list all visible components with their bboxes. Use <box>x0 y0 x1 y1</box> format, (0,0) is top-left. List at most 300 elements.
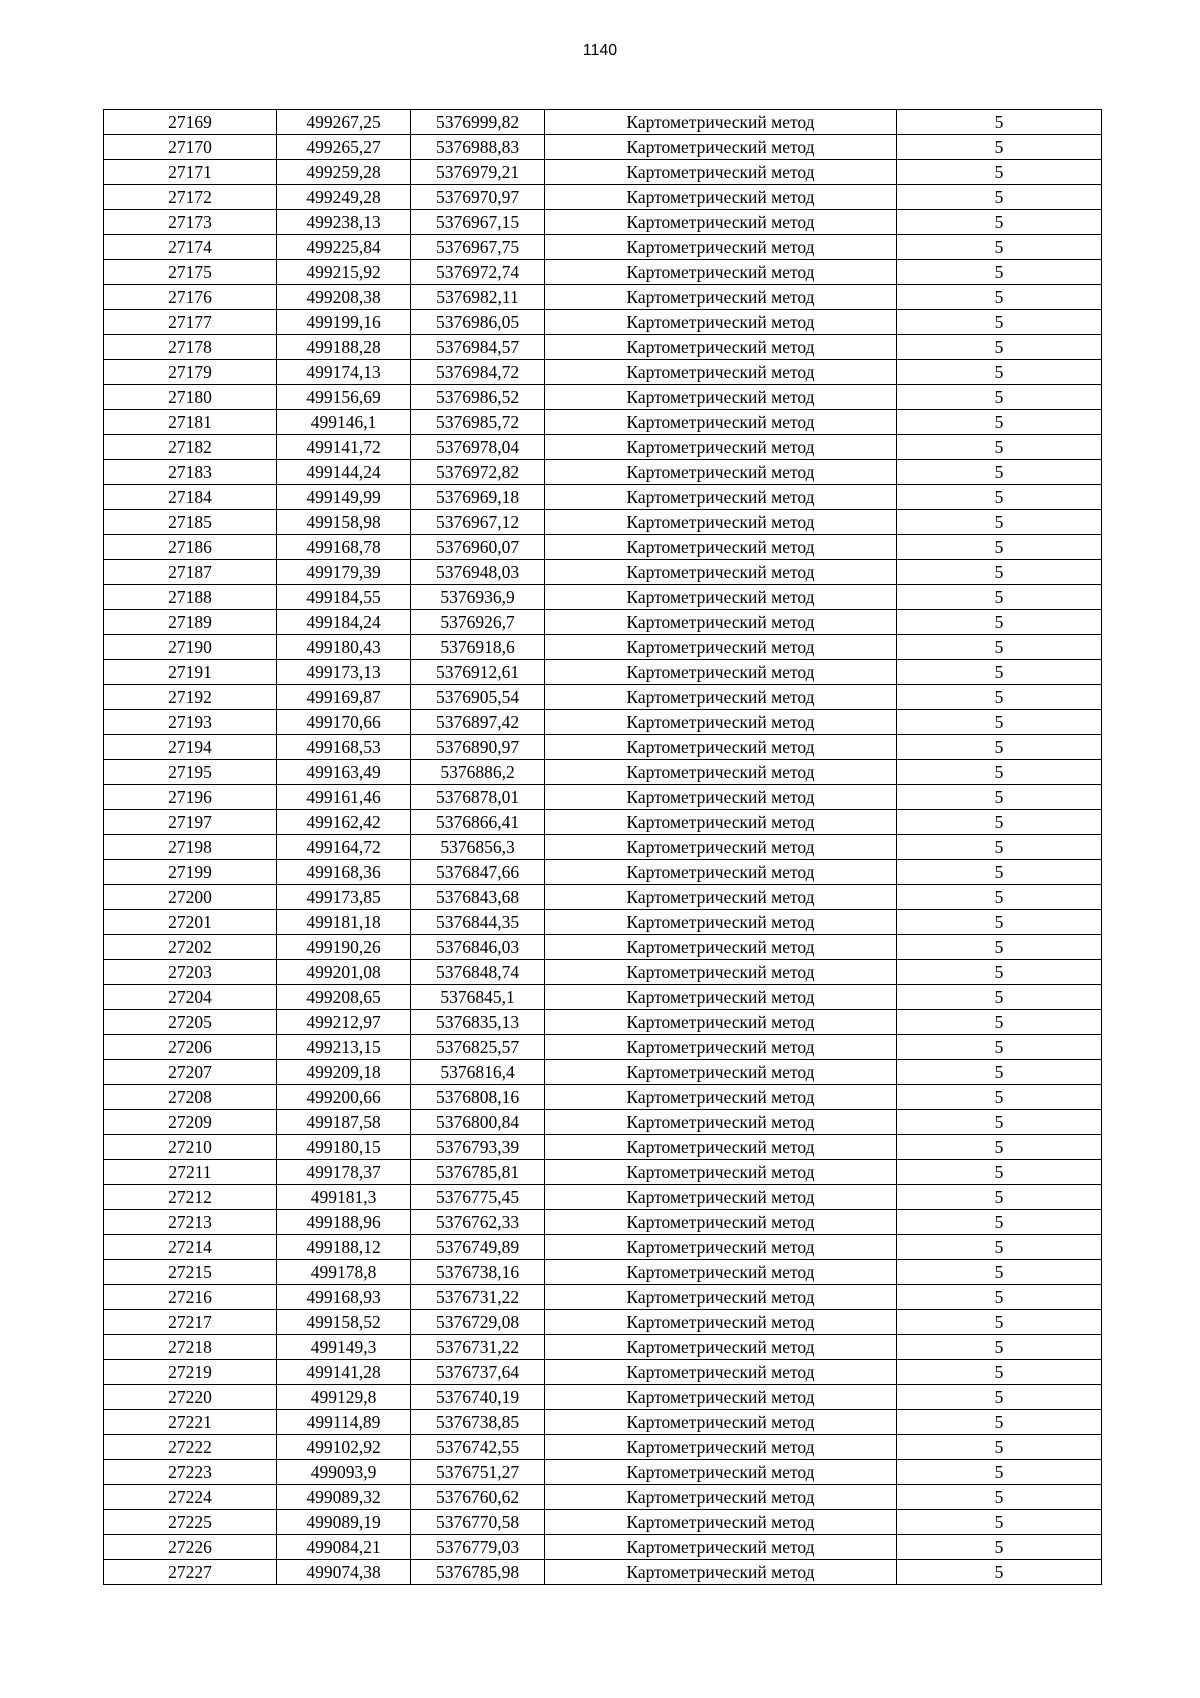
y-coordinate-cell: 5376843,68 <box>411 885 545 910</box>
table-row <box>104 1135 1102 1160</box>
table-row <box>104 835 1102 860</box>
y-coordinate-cell: 5376886,2 <box>411 760 545 785</box>
table-row <box>104 1310 1102 1335</box>
accuracy-cell: 5 <box>897 1010 1102 1035</box>
point-number-cell: 27222 <box>104 1435 277 1460</box>
method-cell: Картометрический метод <box>545 785 897 810</box>
table-row <box>104 735 1102 760</box>
x-coordinate-cell: 499149,99 <box>277 485 411 510</box>
x-coordinate-cell: 499208,65 <box>277 985 411 1010</box>
point-number-cell: 27173 <box>104 210 277 235</box>
method-cell: Картометрический метод <box>545 510 897 535</box>
method-cell: Картометрический метод <box>545 1210 897 1235</box>
method-cell: Картометрический метод <box>545 110 897 135</box>
point-number-cell: 27197 <box>104 810 277 835</box>
table-row <box>104 1335 1102 1360</box>
accuracy-cell: 5 <box>897 910 1102 935</box>
accuracy-cell: 5 <box>897 710 1102 735</box>
method-cell: Картометрический метод <box>545 760 897 785</box>
y-coordinate-cell: 5376793,39 <box>411 1135 545 1160</box>
accuracy-cell: 5 <box>897 735 1102 760</box>
x-coordinate-cell: 499209,18 <box>277 1060 411 1085</box>
method-cell: Картометрический метод <box>545 960 897 985</box>
x-coordinate-cell: 499156,69 <box>277 385 411 410</box>
point-number-cell: 27211 <box>104 1160 277 1185</box>
x-coordinate-cell: 499141,28 <box>277 1360 411 1385</box>
point-number-cell: 27188 <box>104 585 277 610</box>
y-coordinate-cell: 5376740,19 <box>411 1385 545 1410</box>
table-row <box>104 110 1102 135</box>
accuracy-cell: 5 <box>897 1260 1102 1285</box>
accuracy-cell: 5 <box>897 285 1102 310</box>
y-coordinate-cell: 5376999,82 <box>411 110 545 135</box>
accuracy-cell: 5 <box>897 1385 1102 1410</box>
y-coordinate-cell: 5376779,03 <box>411 1535 545 1560</box>
point-number-cell: 27183 <box>104 460 277 485</box>
table-row <box>104 585 1102 610</box>
accuracy-cell: 5 <box>897 1510 1102 1535</box>
method-cell: Картометрический метод <box>545 1460 897 1485</box>
table-row <box>104 1285 1102 1310</box>
table-row <box>104 485 1102 510</box>
y-coordinate-cell: 5376967,75 <box>411 235 545 260</box>
accuracy-cell: 5 <box>897 835 1102 860</box>
y-coordinate-cell: 5376984,72 <box>411 360 545 385</box>
point-number-cell: 27212 <box>104 1185 277 1210</box>
point-number-cell: 27185 <box>104 510 277 535</box>
x-coordinate-cell: 499158,98 <box>277 510 411 535</box>
y-coordinate-cell: 5376969,18 <box>411 485 545 510</box>
method-cell: Картометрический метод <box>545 460 897 485</box>
y-coordinate-cell: 5376816,4 <box>411 1060 545 1085</box>
y-coordinate-cell: 5376856,3 <box>411 835 545 860</box>
x-coordinate-cell: 499181,18 <box>277 910 411 935</box>
point-number-cell: 27199 <box>104 860 277 885</box>
accuracy-cell: 5 <box>897 1335 1102 1360</box>
method-cell: Картометрический метод <box>545 660 897 685</box>
accuracy-cell: 5 <box>897 510 1102 535</box>
accuracy-cell: 5 <box>897 1435 1102 1460</box>
coordinates-table <box>103 109 1102 1585</box>
y-coordinate-cell: 5376967,15 <box>411 210 545 235</box>
accuracy-cell: 5 <box>897 210 1102 235</box>
accuracy-cell: 5 <box>897 885 1102 910</box>
accuracy-cell: 5 <box>897 935 1102 960</box>
table-row <box>104 1510 1102 1535</box>
point-number-cell: 27227 <box>104 1560 277 1585</box>
point-number-cell: 27171 <box>104 160 277 185</box>
point-number-cell: 27205 <box>104 1010 277 1035</box>
method-cell: Картометрический метод <box>545 1110 897 1135</box>
table-row <box>104 435 1102 460</box>
point-number-cell: 27215 <box>104 1260 277 1285</box>
method-cell: Картометрический метод <box>545 285 897 310</box>
table-row <box>104 1410 1102 1435</box>
x-coordinate-cell: 499213,15 <box>277 1035 411 1060</box>
point-number-cell: 27196 <box>104 785 277 810</box>
accuracy-cell: 5 <box>897 1360 1102 1385</box>
method-cell: Картометрический метод <box>545 1185 897 1210</box>
accuracy-cell: 5 <box>897 1185 1102 1210</box>
point-number-cell: 27207 <box>104 1060 277 1085</box>
table-row <box>104 1010 1102 1035</box>
point-number-cell: 27210 <box>104 1135 277 1160</box>
method-cell: Картометрический метод <box>545 160 897 185</box>
y-coordinate-cell: 5376800,84 <box>411 1110 545 1135</box>
accuracy-cell: 5 <box>897 1135 1102 1160</box>
x-coordinate-cell: 499074,38 <box>277 1560 411 1585</box>
point-number-cell: 27203 <box>104 960 277 985</box>
x-coordinate-cell: 499089,19 <box>277 1510 411 1535</box>
method-cell: Картометрический метод <box>545 1485 897 1510</box>
x-coordinate-cell: 499163,49 <box>277 760 411 785</box>
x-coordinate-cell: 499146,1 <box>277 410 411 435</box>
accuracy-cell: 5 <box>897 660 1102 685</box>
point-number-cell: 27219 <box>104 1360 277 1385</box>
method-cell: Картометрический метод <box>545 1410 897 1435</box>
method-cell: Картометрический метод <box>545 1435 897 1460</box>
x-coordinate-cell: 499215,92 <box>277 260 411 285</box>
table-row <box>104 335 1102 360</box>
point-number-cell: 27223 <box>104 1460 277 1485</box>
x-coordinate-cell: 499149,3 <box>277 1335 411 1360</box>
point-number-cell: 27175 <box>104 260 277 285</box>
method-cell: Картометрический метод <box>545 235 897 260</box>
x-coordinate-cell: 499170,66 <box>277 710 411 735</box>
method-cell: Картометрический метод <box>545 210 897 235</box>
accuracy-cell: 5 <box>897 860 1102 885</box>
y-coordinate-cell: 5376737,64 <box>411 1360 545 1385</box>
table-row <box>104 1235 1102 1260</box>
accuracy-cell: 5 <box>897 585 1102 610</box>
accuracy-cell: 5 <box>897 1310 1102 1335</box>
table-row <box>104 310 1102 335</box>
y-coordinate-cell: 5376845,1 <box>411 985 545 1010</box>
table-row <box>104 810 1102 835</box>
method-cell: Картометрический метод <box>545 1235 897 1260</box>
y-coordinate-cell: 5376729,08 <box>411 1310 545 1335</box>
accuracy-cell: 5 <box>897 1410 1102 1435</box>
x-coordinate-cell: 499174,13 <box>277 360 411 385</box>
x-coordinate-cell: 499184,55 <box>277 585 411 610</box>
x-coordinate-cell: 499188,28 <box>277 335 411 360</box>
table-row <box>104 660 1102 685</box>
table-row <box>104 760 1102 785</box>
x-coordinate-cell: 499212,97 <box>277 1010 411 1035</box>
point-number-cell: 27169 <box>104 110 277 135</box>
x-coordinate-cell: 499168,78 <box>277 535 411 560</box>
point-number-cell: 27204 <box>104 985 277 1010</box>
accuracy-cell: 5 <box>897 1235 1102 1260</box>
method-cell: Картометрический метод <box>545 185 897 210</box>
y-coordinate-cell: 5376878,01 <box>411 785 545 810</box>
accuracy-cell: 5 <box>897 560 1102 585</box>
method-cell: Картометрический метод <box>545 1535 897 1560</box>
table-row <box>104 410 1102 435</box>
table-row <box>104 1485 1102 1510</box>
table-row <box>104 635 1102 660</box>
accuracy-cell: 5 <box>897 635 1102 660</box>
point-number-cell: 27184 <box>104 485 277 510</box>
point-number-cell: 27181 <box>104 410 277 435</box>
point-number-cell: 27192 <box>104 685 277 710</box>
point-number-cell: 27178 <box>104 335 277 360</box>
table-row <box>104 1060 1102 1085</box>
method-cell: Картометрический метод <box>545 710 897 735</box>
accuracy-cell: 5 <box>897 260 1102 285</box>
accuracy-cell: 5 <box>897 435 1102 460</box>
method-cell: Картометрический метод <box>545 1060 897 1085</box>
table-row <box>104 985 1102 1010</box>
point-number-cell: 27206 <box>104 1035 277 1060</box>
accuracy-cell: 5 <box>897 310 1102 335</box>
table-row <box>104 960 1102 985</box>
method-cell: Картометрический метод <box>545 735 897 760</box>
x-coordinate-cell: 499168,93 <box>277 1285 411 1310</box>
accuracy-cell: 5 <box>897 410 1102 435</box>
x-coordinate-cell: 499168,36 <box>277 860 411 885</box>
table-row <box>104 1435 1102 1460</box>
x-coordinate-cell: 499208,38 <box>277 285 411 310</box>
y-coordinate-cell: 5376844,35 <box>411 910 545 935</box>
point-number-cell: 27208 <box>104 1085 277 1110</box>
table-row <box>104 1560 1102 1585</box>
y-coordinate-cell: 5376785,98 <box>411 1560 545 1585</box>
method-cell: Картометрический метод <box>545 935 897 960</box>
y-coordinate-cell: 5376918,6 <box>411 635 545 660</box>
point-number-cell: 27214 <box>104 1235 277 1260</box>
x-coordinate-cell: 499180,43 <box>277 635 411 660</box>
method-cell: Картометрический метод <box>545 1385 897 1410</box>
point-number-cell: 27201 <box>104 910 277 935</box>
point-number-cell: 27189 <box>104 610 277 635</box>
y-coordinate-cell: 5376749,89 <box>411 1235 545 1260</box>
x-coordinate-cell: 499178,37 <box>277 1160 411 1185</box>
method-cell: Картометрический метод <box>545 1085 897 1110</box>
y-coordinate-cell: 5376970,97 <box>411 185 545 210</box>
table-row <box>104 560 1102 585</box>
accuracy-cell: 5 <box>897 485 1102 510</box>
table-row <box>104 1460 1102 1485</box>
table-row <box>104 910 1102 935</box>
point-number-cell: 27202 <box>104 935 277 960</box>
table-row <box>104 1260 1102 1285</box>
x-coordinate-cell: 499173,13 <box>277 660 411 685</box>
method-cell: Картометрический метод <box>545 835 897 860</box>
point-number-cell: 27225 <box>104 1510 277 1535</box>
point-number-cell: 27191 <box>104 660 277 685</box>
method-cell: Картометрический метод <box>545 1310 897 1335</box>
y-coordinate-cell: 5376960,07 <box>411 535 545 560</box>
method-cell: Картометрический метод <box>545 310 897 335</box>
y-coordinate-cell: 5376985,72 <box>411 410 545 435</box>
y-coordinate-cell: 5376835,13 <box>411 1010 545 1035</box>
accuracy-cell: 5 <box>897 135 1102 160</box>
y-coordinate-cell: 5376988,83 <box>411 135 545 160</box>
x-coordinate-cell: 499225,84 <box>277 235 411 260</box>
y-coordinate-cell: 5376848,74 <box>411 960 545 985</box>
table-row <box>104 1160 1102 1185</box>
method-cell: Картометрический метод <box>545 1135 897 1160</box>
table-row <box>104 185 1102 210</box>
table-row <box>104 1035 1102 1060</box>
point-number-cell: 27213 <box>104 1210 277 1235</box>
table-row <box>104 1360 1102 1385</box>
accuracy-cell: 5 <box>897 1035 1102 1060</box>
table-row <box>104 610 1102 635</box>
point-number-cell: 27226 <box>104 1535 277 1560</box>
accuracy-cell: 5 <box>897 185 1102 210</box>
y-coordinate-cell: 5376738,85 <box>411 1410 545 1435</box>
y-coordinate-cell: 5376751,27 <box>411 1460 545 1485</box>
y-coordinate-cell: 5376984,57 <box>411 335 545 360</box>
accuracy-cell: 5 <box>897 685 1102 710</box>
method-cell: Картометрический метод <box>545 985 897 1010</box>
y-coordinate-cell: 5376846,03 <box>411 935 545 960</box>
accuracy-cell: 5 <box>897 385 1102 410</box>
point-number-cell: 27220 <box>104 1385 277 1410</box>
accuracy-cell: 5 <box>897 1160 1102 1185</box>
method-cell: Картометрический метод <box>545 485 897 510</box>
method-cell: Картометрический метод <box>545 435 897 460</box>
y-coordinate-cell: 5376890,97 <box>411 735 545 760</box>
coordinates-table-body <box>104 110 1102 1585</box>
point-number-cell: 27218 <box>104 1335 277 1360</box>
y-coordinate-cell: 5376731,22 <box>411 1285 545 1310</box>
x-coordinate-cell: 499164,72 <box>277 835 411 860</box>
accuracy-cell: 5 <box>897 335 1102 360</box>
method-cell: Картометрический метод <box>545 335 897 360</box>
table-row <box>104 860 1102 885</box>
y-coordinate-cell: 5376978,04 <box>411 435 545 460</box>
x-coordinate-cell: 499084,21 <box>277 1535 411 1560</box>
table-row <box>104 1110 1102 1135</box>
x-coordinate-cell: 499259,28 <box>277 160 411 185</box>
y-coordinate-cell: 5376770,58 <box>411 1510 545 1535</box>
x-coordinate-cell: 499238,13 <box>277 210 411 235</box>
point-number-cell: 27170 <box>104 135 277 160</box>
x-coordinate-cell: 499188,96 <box>277 1210 411 1235</box>
x-coordinate-cell: 499187,58 <box>277 1110 411 1135</box>
point-number-cell: 27172 <box>104 185 277 210</box>
x-coordinate-cell: 499181,3 <box>277 1185 411 1210</box>
method-cell: Картометрический метод <box>545 635 897 660</box>
table-row <box>104 285 1102 310</box>
accuracy-cell: 5 <box>897 1485 1102 1510</box>
x-coordinate-cell: 499190,26 <box>277 935 411 960</box>
table-row <box>104 235 1102 260</box>
accuracy-cell: 5 <box>897 610 1102 635</box>
accuracy-cell: 5 <box>897 760 1102 785</box>
y-coordinate-cell: 5376986,05 <box>411 310 545 335</box>
y-coordinate-cell: 5376912,61 <box>411 660 545 685</box>
point-number-cell: 27195 <box>104 760 277 785</box>
y-coordinate-cell: 5376866,41 <box>411 810 545 835</box>
table-row <box>104 360 1102 385</box>
accuracy-cell: 5 <box>897 1285 1102 1310</box>
x-coordinate-cell: 499178,8 <box>277 1260 411 1285</box>
method-cell: Картометрический метод <box>545 360 897 385</box>
x-coordinate-cell: 499114,89 <box>277 1410 411 1435</box>
x-coordinate-cell: 499180,15 <box>277 1135 411 1160</box>
x-coordinate-cell: 499169,87 <box>277 685 411 710</box>
table-row <box>104 535 1102 560</box>
x-coordinate-cell: 499144,24 <box>277 460 411 485</box>
point-number-cell: 27217 <box>104 1310 277 1335</box>
y-coordinate-cell: 5376982,11 <box>411 285 545 310</box>
y-coordinate-cell: 5376760,62 <box>411 1485 545 1510</box>
table-row <box>104 1535 1102 1560</box>
y-coordinate-cell: 5376926,7 <box>411 610 545 635</box>
y-coordinate-cell: 5376785,81 <box>411 1160 545 1185</box>
point-number-cell: 27216 <box>104 1285 277 1310</box>
point-number-cell: 27194 <box>104 735 277 760</box>
accuracy-cell: 5 <box>897 1535 1102 1560</box>
y-coordinate-cell: 5376967,12 <box>411 510 545 535</box>
x-coordinate-cell: 499200,66 <box>277 1085 411 1110</box>
accuracy-cell: 5 <box>897 785 1102 810</box>
table-row <box>104 710 1102 735</box>
y-coordinate-cell: 5376936,9 <box>411 585 545 610</box>
x-coordinate-cell: 499168,53 <box>277 735 411 760</box>
y-coordinate-cell: 5376972,74 <box>411 260 545 285</box>
method-cell: Картометрический метод <box>545 1010 897 1035</box>
method-cell: Картометрический метод <box>545 910 897 935</box>
method-cell: Картометрический метод <box>545 585 897 610</box>
y-coordinate-cell: 5376762,33 <box>411 1210 545 1235</box>
x-coordinate-cell: 499199,16 <box>277 310 411 335</box>
x-coordinate-cell: 499201,08 <box>277 960 411 985</box>
accuracy-cell: 5 <box>897 810 1102 835</box>
table-row <box>104 135 1102 160</box>
x-coordinate-cell: 499184,24 <box>277 610 411 635</box>
x-coordinate-cell: 499161,46 <box>277 785 411 810</box>
table-row <box>104 1210 1102 1235</box>
table-row <box>104 885 1102 910</box>
table-row <box>104 935 1102 960</box>
x-coordinate-cell: 499249,28 <box>277 185 411 210</box>
table-row <box>104 510 1102 535</box>
x-coordinate-cell: 499267,25 <box>277 110 411 135</box>
method-cell: Картометрический метод <box>545 1335 897 1360</box>
accuracy-cell: 5 <box>897 235 1102 260</box>
method-cell: Картометрический метод <box>545 135 897 160</box>
table-row <box>104 460 1102 485</box>
table-row <box>104 1185 1102 1210</box>
method-cell: Картометрический метод <box>545 535 897 560</box>
method-cell: Картометрический метод <box>545 410 897 435</box>
x-coordinate-cell: 499265,27 <box>277 135 411 160</box>
y-coordinate-cell: 5376825,57 <box>411 1035 545 1060</box>
point-number-cell: 27224 <box>104 1485 277 1510</box>
accuracy-cell: 5 <box>897 985 1102 1010</box>
point-number-cell: 27186 <box>104 535 277 560</box>
method-cell: Картометрический метод <box>545 885 897 910</box>
x-coordinate-cell: 499089,32 <box>277 1485 411 1510</box>
accuracy-cell: 5 <box>897 1560 1102 1585</box>
method-cell: Картометрический метод <box>545 685 897 710</box>
method-cell: Картометрический метод <box>545 385 897 410</box>
accuracy-cell: 5 <box>897 110 1102 135</box>
method-cell: Картометрический метод <box>545 260 897 285</box>
point-number-cell: 27190 <box>104 635 277 660</box>
point-number-cell: 27198 <box>104 835 277 860</box>
table-row <box>104 685 1102 710</box>
x-coordinate-cell: 499093,9 <box>277 1460 411 1485</box>
accuracy-cell: 5 <box>897 1460 1102 1485</box>
point-number-cell: 27179 <box>104 360 277 385</box>
y-coordinate-cell: 5376808,16 <box>411 1085 545 1110</box>
